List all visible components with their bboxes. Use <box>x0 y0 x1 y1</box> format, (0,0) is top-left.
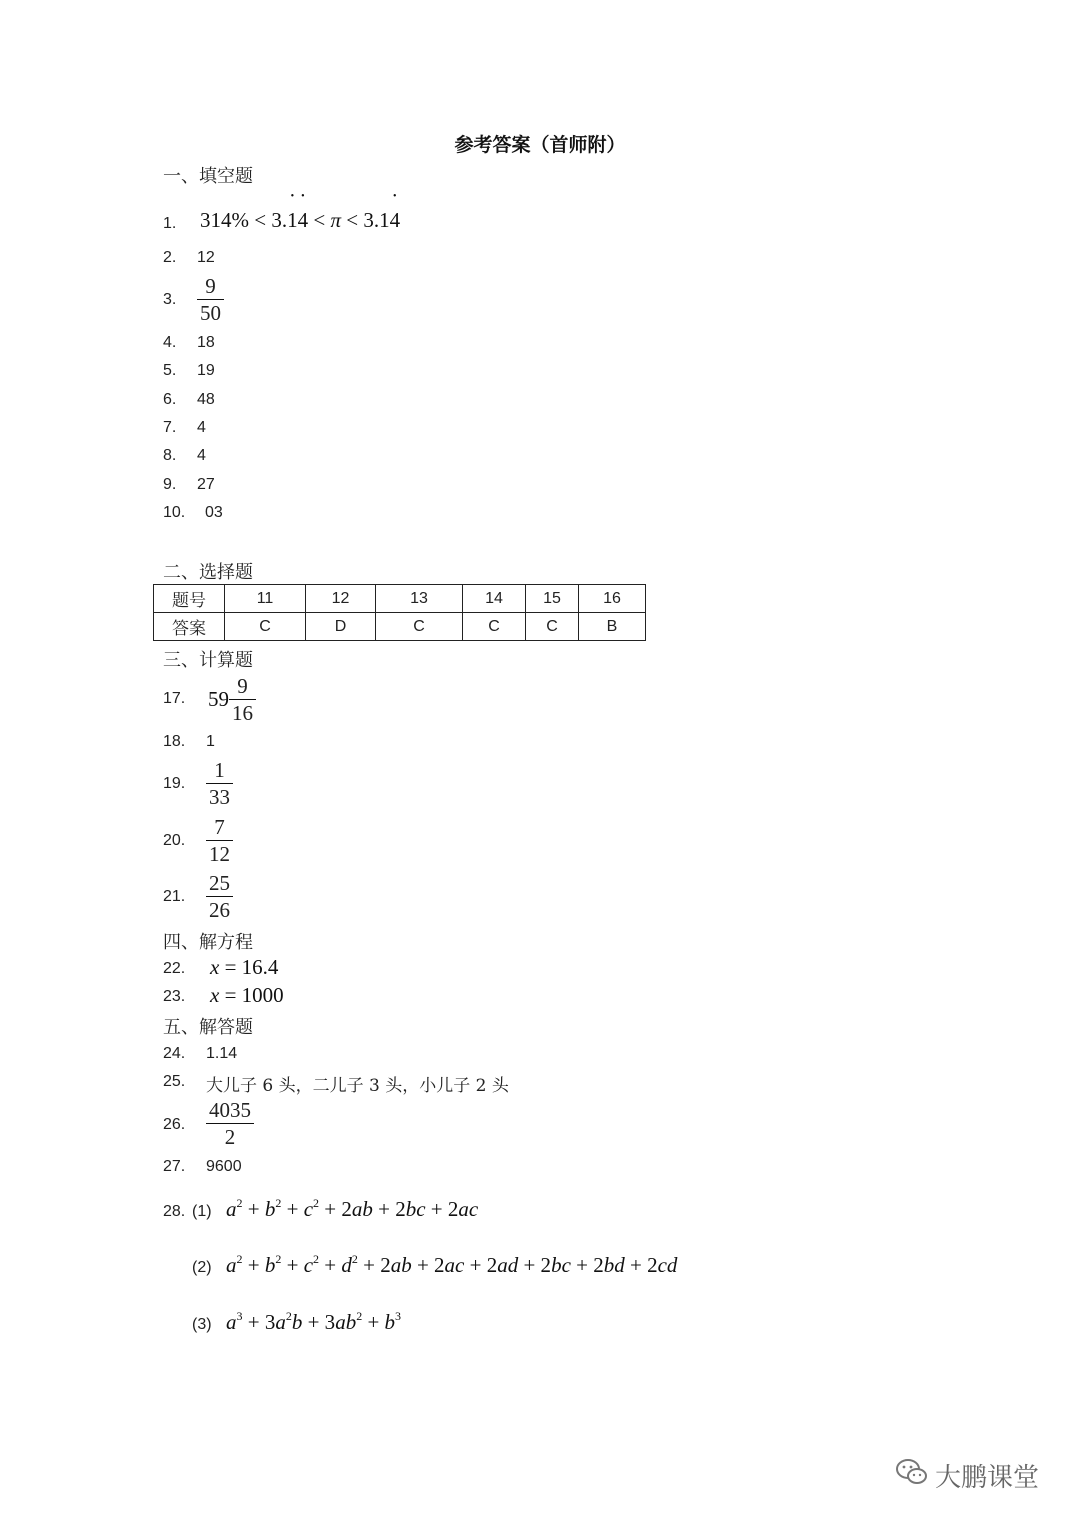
q24-answer: 1.14 <box>206 1045 238 1062</box>
q27-answer: 9600 <box>206 1158 242 1175</box>
wechat-icon <box>895 1457 929 1494</box>
q19-number: 19. <box>163 775 186 792</box>
watermark-text: 大鹏课堂 <box>935 1463 1040 1493</box>
q22-eq: = <box>224 955 237 979</box>
section-calc-heading: 三、计算题 <box>163 650 253 671</box>
answer-cell: C <box>376 613 463 641</box>
answer-cell: C <box>463 613 526 641</box>
q3-numerator: 9 <box>197 273 224 300</box>
q22-var: x <box>210 955 220 979</box>
watermark <box>895 1457 1039 1494</box>
answer-cell: D <box>306 613 376 641</box>
q17-number: 17. <box>163 690 186 707</box>
q3-answer <box>197 273 224 326</box>
question-cell: 15 <box>526 585 579 613</box>
q28-number: 28. <box>163 1203 186 1220</box>
q8-answer: 4 <box>197 447 206 464</box>
q28-part2-label: (2) <box>192 1259 212 1276</box>
table-row-answers <box>154 613 646 641</box>
q4-number: 4. <box>163 334 177 351</box>
q4-answer: 18 <box>197 334 215 351</box>
q18-number: 18. <box>163 733 186 750</box>
q1-c-repeat-digit: • 4 <box>390 208 401 233</box>
question-cell: 16 <box>579 585 646 613</box>
q23-var: x <box>210 983 220 1007</box>
q3-denominator: 50 <box>200 301 221 325</box>
q1-b-repeat-digit-2: • 4 <box>298 208 309 233</box>
q23-eq: = <box>224 983 237 1007</box>
q26-denominator: 2 <box>224 1125 236 1149</box>
q21-denominator: 26 <box>209 898 230 922</box>
q3-number: 3. <box>163 291 177 308</box>
section-equations-heading: 四、解方程 <box>163 932 253 953</box>
q1-c: 3.1• 4 <box>363 208 400 232</box>
q26-answer <box>206 1097 254 1150</box>
q25-answer: 大儿子 6 头，二儿子 3 头，小儿子 2 头 <box>206 1076 509 1096</box>
header-label-cell: 题号 <box>154 585 225 613</box>
section-problems-heading: 五、解答题 <box>163 1017 253 1038</box>
question-cell: 12 <box>306 585 376 613</box>
q26-numerator: 4035 <box>206 1097 254 1124</box>
q10-number: 10. <box>163 504 186 521</box>
q21-numerator: 25 <box>206 870 233 897</box>
q28-part2-expression: $a^2 + b^2 + c^2 + d^2 + 2ab + 2ac + 2ad + 2bc + 2bd + 2cd$ <box>226 1252 678 1277</box>
q5-answer: 19 <box>197 362 215 379</box>
q20-numerator: 7 <box>206 814 233 841</box>
q2-answer: 12 <box>197 249 215 266</box>
answer-cell: C <box>225 613 306 641</box>
q5-number: 5. <box>163 362 177 379</box>
answer-cell: C <box>526 613 579 641</box>
q9-number: 9. <box>163 476 177 493</box>
q1-lt-2: < <box>313 208 326 232</box>
q7-number: 7. <box>163 419 177 436</box>
q10-answer: 03 <box>205 504 223 521</box>
q8-number: 8. <box>163 447 177 464</box>
q1-number: 1. <box>163 215 177 232</box>
q21-answer <box>206 870 233 923</box>
q25-number: 25. <box>163 1073 186 1090</box>
q23-val: 1000 <box>241 983 284 1007</box>
q9-answer: 27 <box>197 476 215 493</box>
q1-pi: π <box>330 208 341 232</box>
q26-number: 26. <box>163 1116 186 1133</box>
q19-answer <box>206 757 233 810</box>
q1-b-repeat-digit-1: • 1 <box>287 208 298 233</box>
question-cell: 14 <box>463 585 526 613</box>
q17-numerator: 9 <box>229 673 256 700</box>
q22-val: 16.4 <box>241 955 279 979</box>
q22-answer <box>210 955 278 980</box>
q28-part1-expression: $a^2 + b^2 + c^2 + 2ab + 2bc + 2ac$ <box>226 1196 479 1221</box>
q28-part3-expression: $a^3 + 3a^2b + 3ab^2 + b^3$ <box>226 1309 402 1334</box>
q23-number: 23. <box>163 988 186 1005</box>
choice-answer-table <box>153 584 646 641</box>
q1-lt-1: < <box>254 208 267 232</box>
q28-part1-label: (1) <box>192 1203 212 1220</box>
q23-answer <box>210 983 284 1008</box>
q24-number: 24. <box>163 1045 186 1062</box>
q1-a: 314% <box>200 208 249 232</box>
q2-number: 2. <box>163 249 177 266</box>
q20-denominator: 12 <box>209 842 230 866</box>
page-title: 参考答案（首师附） <box>454 134 626 156</box>
q17-answer <box>208 673 256 726</box>
q21-number: 21. <box>163 888 186 905</box>
answer-cell: B <box>579 613 646 641</box>
q19-numerator: 1 <box>206 757 233 784</box>
q28-part3-label: (3) <box>192 1316 212 1333</box>
table-row-questions <box>154 585 646 613</box>
q22-number: 22. <box>163 960 186 977</box>
q17-denominator: 16 <box>232 701 253 725</box>
q6-answer: 48 <box>197 391 215 408</box>
q20-number: 20. <box>163 832 186 849</box>
question-cell: 13 <box>376 585 463 613</box>
q18-answer: 1 <box>206 733 215 750</box>
question-cell: 11 <box>225 585 306 613</box>
q20-answer <box>206 814 233 867</box>
q17-whole: 59 <box>208 687 229 711</box>
q6-number: 6. <box>163 391 177 408</box>
q7-answer: 4 <box>197 419 206 436</box>
q1-answer <box>200 208 400 233</box>
answer-label-cell: 答案 <box>154 613 225 641</box>
q27-number: 27. <box>163 1158 186 1175</box>
q1-lt-3: < <box>346 208 359 232</box>
q1-b: 3.• 1• 4 <box>271 208 308 232</box>
q19-denominator: 33 <box>209 785 230 809</box>
section-fill-in-heading: 一、填空题 <box>163 166 253 187</box>
section-choice-heading: 二、选择题 <box>163 562 253 583</box>
